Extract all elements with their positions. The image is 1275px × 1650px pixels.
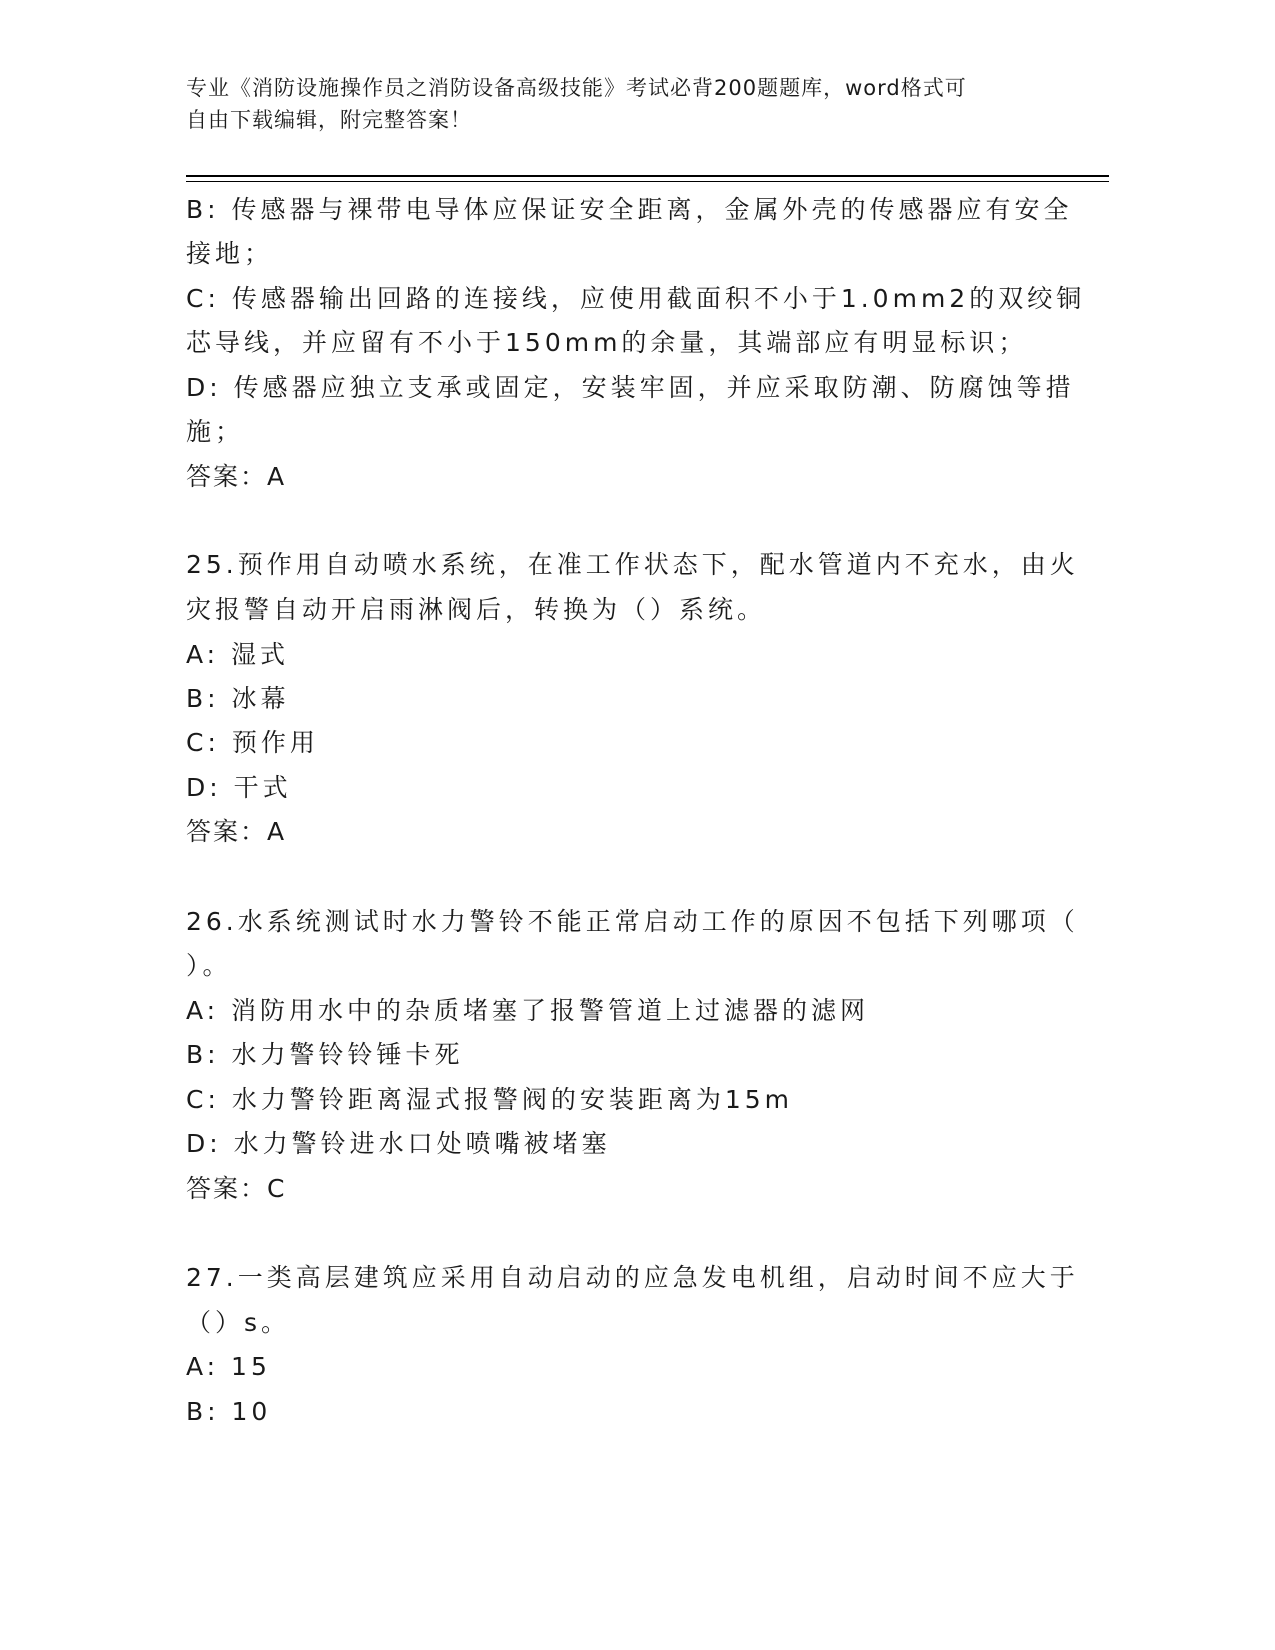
prev-option-b-line-2: 接地； [186,239,274,268]
question-27-stem-line-2: （）s。 [186,1308,291,1337]
question-25-option-b: B: 冰幕 [186,684,290,713]
question-27-stem-line-1: 27.一类高层建筑应采用自动启动的应急发电机组，启动时间不应大于 [186,1263,1079,1292]
question-26-option-a: A: 消防用水中的杂质堵塞了报警管道上过滤器的滤网 [186,996,870,1025]
question-26-stem-line-2: ）。 [186,951,232,980]
prev-option-d-line-1: D: 传感器应独立支承或固定，安装牢固，并应采取防潮、防腐蚀等措 [186,373,1075,402]
prev-answer: 答案：A [186,462,287,491]
question-25-stem-line-2: 灾报警自动开启雨淋阀后，转换为（）系统。 [186,595,767,624]
question-25-answer: 答案：A [186,817,287,846]
header-divider-thin [186,181,1109,182]
prev-option-d-line-2: 施； [186,417,245,446]
prev-option-c-line-1: C: 传感器输出回路的连接线，应使用截面积不小于1.0mm2的双绞铜 [186,284,1086,313]
prev-option-b-line-1: B: 传感器与裸带电导体应保证安全距离，金属外壳的传感器应有安全 [186,195,1073,224]
question-25-stem-line-1: 25.预作用自动喷水系统，在准工作状态下，配水管道内不充水，由火 [186,550,1079,579]
question-27-option-b: B: 10 [186,1397,272,1426]
question-26-stem-line-1: 26.水系统测试时水力警铃不能正常启动工作的原因不包括下列哪项（ [186,907,1079,936]
document-header-line-2: 自由下载编辑，附完整答案！ [186,108,472,132]
question-26-option-b: B: 水力警铃铃锤卡死 [186,1040,464,1069]
question-26-option-c: C: 水力警铃距离湿式报警阀的安装距离为15m [186,1085,793,1114]
document-header-line-1: 专业《消防设施操作员之消防设备高级技能》考试必背200题题库，word格式可 [186,76,967,100]
question-25-option-d: D: 干式 [186,773,292,802]
header-divider-thick [186,175,1109,177]
question-27-option-a: A: 15 [186,1352,271,1381]
question-25-option-a: A: 湿式 [186,640,290,669]
prev-option-c-line-2: 芯导线，并应留有不小于150mm的余量，其端部应有明显标识； [186,328,1028,357]
question-26-answer: 答案：C [186,1174,287,1203]
question-25-option-c: C: 预作用 [186,728,319,757]
question-26-option-d: D: 水力警铃进水口处喷嘴被堵塞 [186,1129,611,1158]
